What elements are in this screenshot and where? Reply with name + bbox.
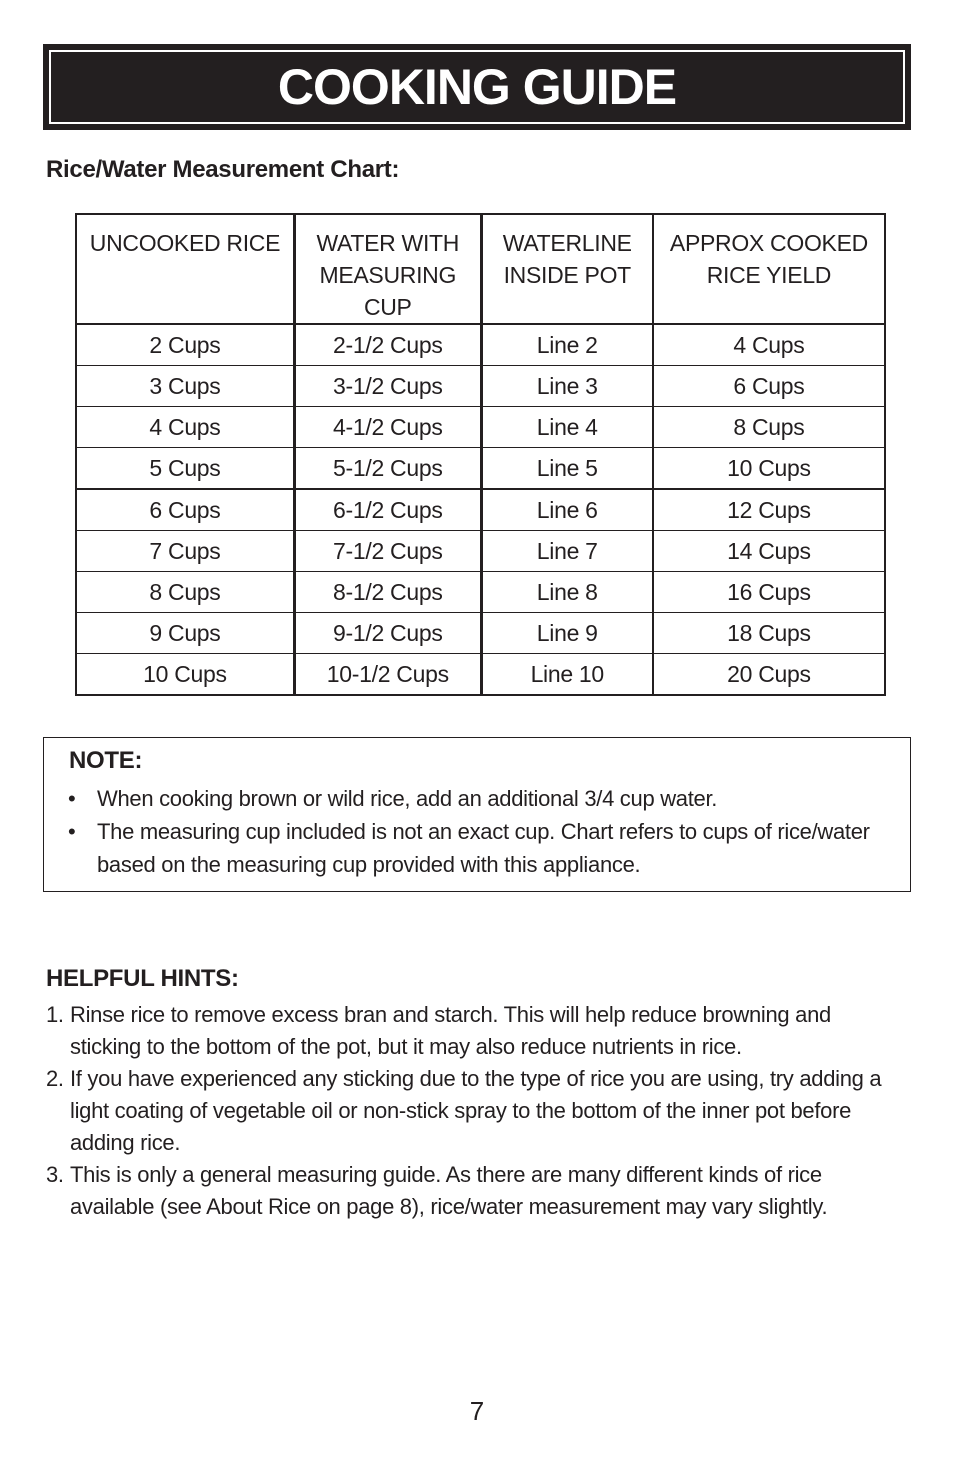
cell-water: 10-1/2 Cups bbox=[294, 654, 481, 696]
cell-uncooked-rice: 4 Cups bbox=[76, 407, 294, 448]
cell-water: 5-1/2 Cups bbox=[294, 448, 481, 490]
cell-uncooked-rice: 7 Cups bbox=[76, 531, 294, 572]
cell-waterline: Line 5 bbox=[481, 448, 653, 490]
cell-yield: 20 Cups bbox=[653, 654, 885, 696]
cell-waterline: Line 7 bbox=[481, 531, 653, 572]
table-row bbox=[76, 489, 885, 531]
hint-text: This is only a general measuring guide. As there are many different kinds of rice available (see About Rice on page 8), rice/water measurement may vary slightly. bbox=[70, 1162, 828, 1219]
cell-yield: 18 Cups bbox=[653, 613, 885, 654]
cell-uncooked-rice: 3 Cups bbox=[76, 366, 294, 407]
table-row bbox=[76, 366, 885, 407]
title-banner bbox=[43, 44, 911, 130]
cell-water: 8-1/2 Cups bbox=[294, 572, 481, 613]
chart-heading: Rice/Water Measurement Chart: bbox=[46, 156, 400, 183]
hint-number: 1. bbox=[46, 1002, 64, 1027]
table-row bbox=[76, 654, 885, 696]
cell-yield: 8 Cups bbox=[653, 407, 885, 448]
table-row bbox=[76, 448, 885, 490]
cell-water: 4-1/2 Cups bbox=[294, 407, 481, 448]
cell-uncooked-rice: 6 Cups bbox=[76, 489, 294, 531]
list-item bbox=[46, 1063, 906, 1159]
page-number: 7 bbox=[469, 1396, 485, 1426]
cell-waterline: Line 9 bbox=[481, 613, 653, 654]
table-row bbox=[76, 407, 885, 448]
cell-waterline: Line 3 bbox=[481, 366, 653, 407]
cell-water: 2-1/2 Cups bbox=[294, 324, 481, 366]
rice-water-chart bbox=[75, 213, 886, 696]
note-box bbox=[43, 737, 911, 892]
cell-uncooked-rice: 10 Cups bbox=[76, 654, 294, 696]
cell-yield: 6 Cups bbox=[653, 366, 885, 407]
list-item bbox=[46, 999, 906, 1063]
cell-waterline: Line 10 bbox=[481, 654, 653, 696]
cell-water: 6-1/2 Cups bbox=[294, 489, 481, 531]
cell-water: 3-1/2 Cups bbox=[294, 366, 481, 407]
header-approx-cooked-rice-yield: APPROX COOKED RICE YIELD bbox=[653, 214, 885, 324]
cell-yield: 14 Cups bbox=[653, 531, 885, 572]
note-item-text: The measuring cup included is not an exact cup. Chart refers to cups of rice/water based on the measuring cup provided with this appliance. bbox=[97, 819, 870, 877]
cell-waterline: Line 2 bbox=[481, 324, 653, 366]
hint-text: If you have experienced any sticking due to the type of rice you are using, try adding a light coating of vegetable oil or non-stick spray to the bottom of the inner pot before adding rice. bbox=[70, 1066, 882, 1155]
cell-uncooked-rice: 2 Cups bbox=[76, 324, 294, 366]
table-row bbox=[76, 572, 885, 613]
cell-waterline: Line 4 bbox=[481, 407, 653, 448]
hint-number: 3. bbox=[46, 1162, 64, 1187]
list-item bbox=[46, 1159, 906, 1223]
cell-yield: 16 Cups bbox=[653, 572, 885, 613]
bullet-icon: • bbox=[68, 786, 76, 811]
cell-yield: 12 Cups bbox=[653, 489, 885, 531]
cell-yield: 4 Cups bbox=[653, 324, 885, 366]
note-item-text: When cooking brown or wild rice, add an additional 3/4 cup water. bbox=[97, 786, 718, 811]
header-water-with-measuring-cup: WATER WITH MEASURING CUP bbox=[294, 214, 481, 324]
note-title: NOTE: bbox=[69, 747, 143, 774]
cell-waterline: Line 6 bbox=[481, 489, 653, 531]
cell-water: 9-1/2 Cups bbox=[294, 613, 481, 654]
hints-list bbox=[46, 999, 906, 1223]
cell-waterline: Line 8 bbox=[481, 572, 653, 613]
hints-heading: HELPFUL HINTS: bbox=[46, 965, 239, 992]
cell-uncooked-rice: 9 Cups bbox=[76, 613, 294, 654]
note-item bbox=[68, 815, 908, 881]
page-title: COOKING GUIDE bbox=[49, 50, 905, 124]
table-row bbox=[76, 613, 885, 654]
bullet-icon: • bbox=[68, 819, 76, 844]
cell-water: 7-1/2 Cups bbox=[294, 531, 481, 572]
cell-yield: 10 Cups bbox=[653, 448, 885, 490]
cell-uncooked-rice: 8 Cups bbox=[76, 572, 294, 613]
note-item bbox=[68, 782, 908, 815]
cell-uncooked-rice: 5 Cups bbox=[76, 448, 294, 490]
header-uncooked-rice: UNCOOKED RICE bbox=[76, 214, 294, 324]
hint-number: 2. bbox=[46, 1066, 64, 1091]
table-row bbox=[76, 324, 885, 366]
note-list bbox=[68, 782, 908, 881]
table-row bbox=[76, 531, 885, 572]
header-waterline-inside-pot: WATERLINE INSIDE POT bbox=[481, 214, 653, 324]
table-header-row bbox=[76, 214, 885, 324]
hint-text: Rinse rice to remove excess bran and starch. This will help reduce browning and sticking to the bottom of the pot, but it may also reduce nutrients in rice. bbox=[70, 1002, 831, 1059]
